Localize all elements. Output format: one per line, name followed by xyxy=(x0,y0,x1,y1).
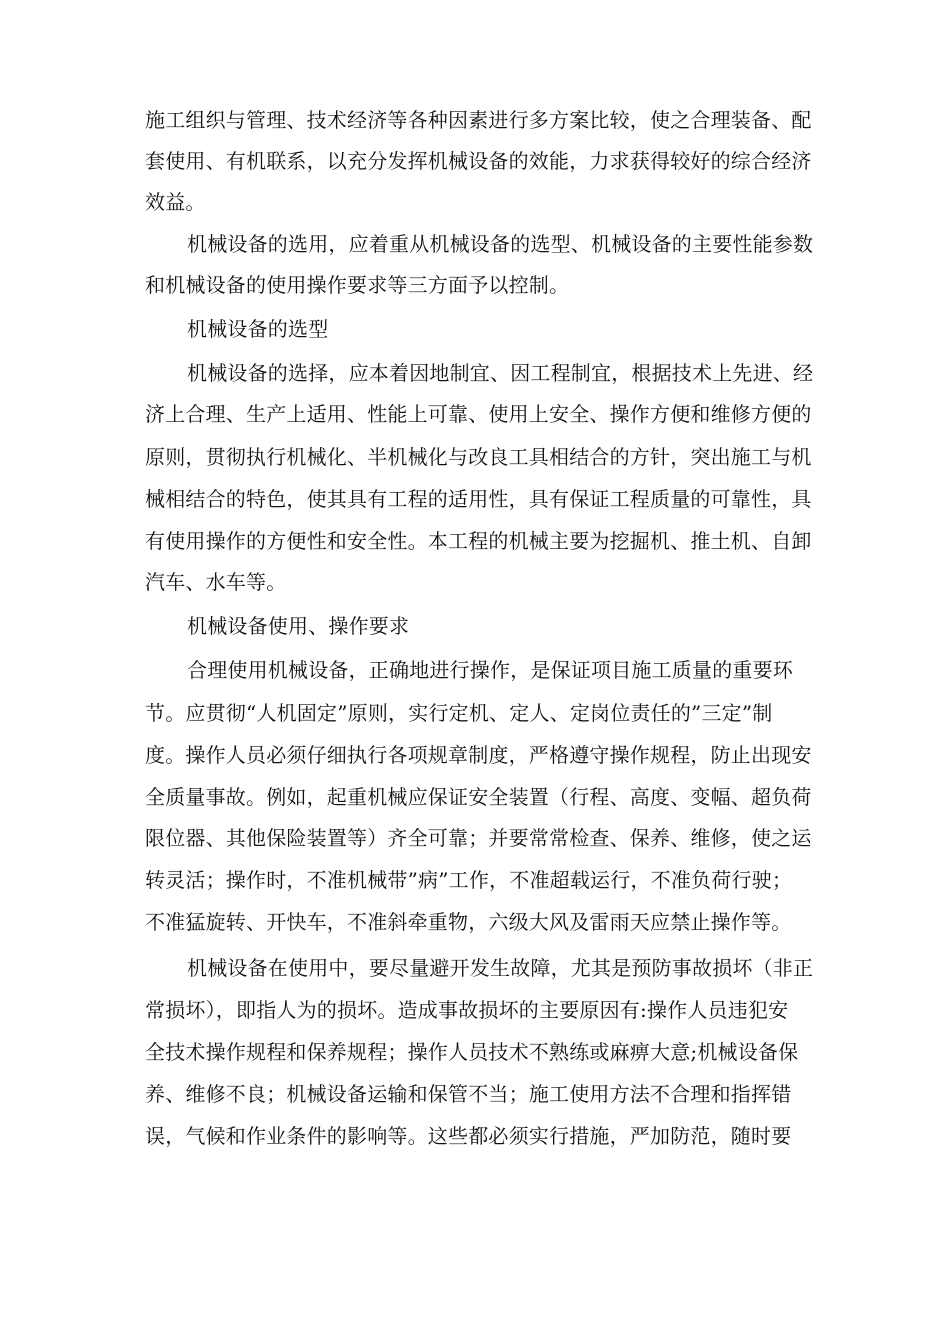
text-line: 施工组织与管理、技术经济等各种因素进行多方案比较，使之合理装备、配 xyxy=(145,108,812,132)
text-line: 原则，贯彻执行机械化、半机械化与改良工具相结合的方针，突出施工与机 xyxy=(145,445,812,469)
text-line: 误，气候和作业条件的影响等。这些都必须实行措施，严加防范，随时要 xyxy=(145,1124,792,1148)
paragraph-first-line: 机械设备的选用，应着重从机械设备的选型、机械设备的主要性能参数 xyxy=(187,232,814,256)
text-line: 济上合理、生产上适用、性能上可靠、使用上安全、操作方便和维修方便的 xyxy=(145,402,812,426)
text-line: 限位器、其他保险装置等）齐全可靠；并要常常检查、保养、维修，使之运 xyxy=(145,826,812,850)
paragraph-first-line: 机械设备的选择，应本着因地制宜、因工程制宜，根据技术上先进、经 xyxy=(187,361,814,385)
text-line: 械相结合的特色，使其具有工程的适用性，具有保证工程质量的可靠性，具 xyxy=(145,487,812,511)
paragraph-first-line: 机械设备在使用中，要尽量避开发生故障，尤其是预防事故损坏（非正 xyxy=(187,956,814,980)
text-line: 套使用、有机联系，以充分发挥机械设备的效能，力求获得较好的综合经济 xyxy=(145,149,812,173)
text-line: 常损坏），即指人为的损坏。造成事故损坏的主要原因有:操作人员违犯安 xyxy=(145,998,789,1022)
text-line: 养、维修不良；机械设备运输和保管不当；施工使用方法不合理和指挥错 xyxy=(145,1082,792,1106)
text-line: 转灵活；操作时，不准机械带”病”工作，不准超载运行，不准负荷行驶； xyxy=(145,868,793,892)
text-line: 不准猛旋转、开快车，不准斜牵重物，六级大风及雷雨天应禁止操作等。 xyxy=(145,910,792,934)
text-line: 效益。 xyxy=(145,190,206,214)
text-line: 有使用操作的方便性和安全性。本工程的机械主要为挖掘机、推土机、自卸 xyxy=(145,529,812,553)
text-line: 汽车、水车等。 xyxy=(145,570,287,594)
text-line: 度。操作人员必须仔细执行各项规章制度，严格遵守操作规程，防止出现安 xyxy=(145,743,812,767)
text-line: 全质量事故。例如，起重机械应保证安全装置（行程、高度、变幅、超负荷 xyxy=(145,785,812,809)
section-heading: 机械设备的选型 xyxy=(187,317,329,341)
text-line: 全技术操作规程和保养规程；操作人员技术不熟练或麻痹大意;机械设备保 xyxy=(145,1040,799,1064)
text-line: 和机械设备的使用操作要求等三方面予以控制。 xyxy=(145,273,570,297)
section-heading: 机械设备使用、操作要求 xyxy=(187,614,410,638)
text-line: 节。应贯彻“人机固定”原则，实行定机、定人、定岗位责任的”三定”制 xyxy=(145,701,773,725)
paragraph-first-line: 合理使用机械设备，正确地进行操作，是保证项目施工质量的重要环 xyxy=(187,658,793,682)
